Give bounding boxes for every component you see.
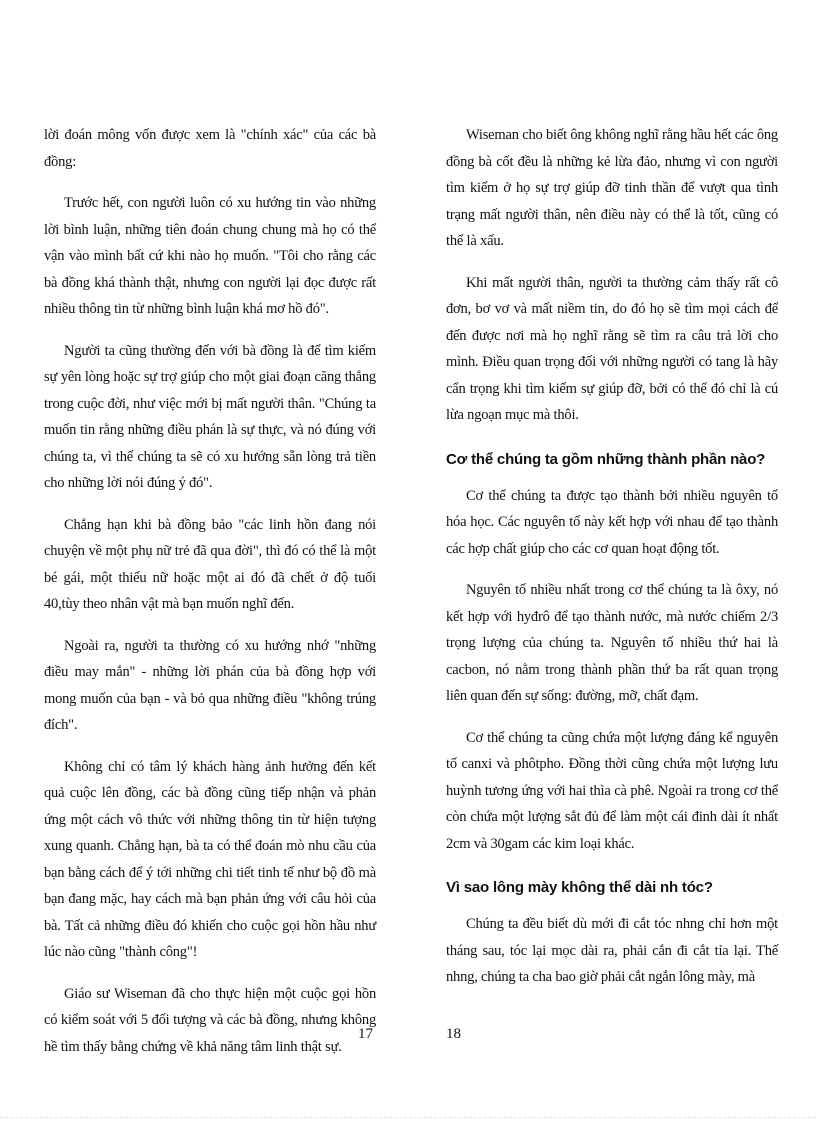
paragraph: Cơ thể chúng ta cũng chứa một lượng đáng kể nguyên tố canxi và phôtpho. Đồng thời cũng chứa một lượng lưu huỳnh tương ứng với hai thìa cà phê. Ngoài ra trong cơ thể còn chứa một lượng sắt đủ để làm một cái đinh dài ít nhất 2cm và 30gam các kim loại khác.	[446, 729, 778, 852]
page-number-right: 18	[446, 1026, 461, 1042]
paragraph: Không chỉ có tâm lý khách hàng ảnh hưởng đến kết quả cuộc lên đồng, các bà đồng cũng tiếp nhận và phản ứng một cách vô thức với những thông tin từ hiện tượng xung quanh. Chẳng hạn, bà ta có thể đoán mò nhu cầu của bạn bằng cách để ý tới những chi tiết tinh tế như bộ đồ mà bạn đang mặc, hay cách mà bạn phản ứng với câu hỏi của bà. Tất cả những điều đó khiến cho cuộc gọi hồn hầu như lúc nào cũng "thành công"!	[44, 758, 376, 960]
paragraph: Chẳng hạn khi bà đồng bảo "các linh hồn đang nói chuyện về một phụ nữ trẻ đã qua đời", thì đó có thể là một bé gái, một thiếu nữ hoặc một ai đó đã chết ở độ tuổi 40,tùy theo nhân vật mà bạn muốn nghĩ đến.	[44, 516, 376, 612]
paragraph: Wiseman cho biết ông không nghĩ rằng hầu hết các ông đồng bà cốt đều là những kẻ lừa đảo, nhưng vì con người tìm kiếm ở họ sự trợ giúp đỡ tinh thần để vượt qua tình trạng mất người thân, nên điều này có thể là tốt, cũng có thể là xấu.	[446, 127, 778, 249]
paragraph: Khi mất người thân, người ta thường cảm thấy rất cô đơn, bơ vơ và mất niềm tin, do đó họ sẽ tìm mọi cách để đến được nơi mà họ nghĩ rằng sẽ tìm ra câu trả lời cho mình. Điều quan trọng đối với những người có tang là hãy cẩn trọng khi tìm kiếm sự giúp đỡ, bởi có thể đó chỉ là cú lừa ngoạn mục mà thôi.	[446, 274, 778, 423]
paragraph: Cơ thể chúng ta được tạo thành bởi nhiều nguyên tố hóa học. Các nguyên tố này kết hợp với nhau để tạo thành các hợp chất giúp cho các cơ quan hoạt động tốt.	[446, 487, 778, 557]
left-page	[44, 122, 376, 1075]
paragraph: lời đoán mông vốn được xem là "chính xác" của các bà đồng:	[44, 127, 376, 170]
section-heading: Cơ thể chúng ta gồm những thành phần nào?	[446, 450, 766, 468]
footer-divider	[0, 1117, 816, 1118]
right-page	[446, 122, 778, 1006]
page-number-left: 17	[358, 1026, 373, 1042]
paragraph: Chúng ta đều biết dù mới đi cắt tóc nhng chỉ hơn một tháng sau, tóc lại mọc dài ra, phải cắn đi cắt tỉa lại. Thế nhng, chúng ta cha bao giờ phải cắt ngắn lông mày, mà	[446, 916, 778, 985]
paragraph: Trước hết, con người luôn có xu hướng tin vào những lời bình luận, những tiên đoán chung chung mà họ có thể vận vào mình bất cứ khi nào họ muốn. "Tôi cho rằng các bà đồng khá thành thật, nhưng con người lại đọc được rất nhiều thông tin từ những bình luận khá mơ hồ đó".	[44, 195, 376, 317]
paragraph: Ngoài ra, người ta thường có xu hướng nhớ "những điều may mắn" - những lời phán của bà đồng hợp với mong muốn của bạn - và bỏ qua những điều "không trúng đích".	[44, 637, 376, 733]
paragraph: Giáo sư Wiseman đã cho thực hiện một cuộc gọi hồn có kiểm soát với 5 đối tượng và các bà đồng, nhưng không hề tìm thấy bằng chứng về khả năng tâm linh thật sự.	[44, 985, 376, 1055]
paragraph: Người ta cũng thường đến với bà đồng là để tìm kiếm sự yên lòng hoặc sự trợ giúp cho một giai đoạn căng thẳng trong cuộc đời, như việc mới bị mất người thân. "Chúng ta muốn tin rằng những điều phán là sự thực, và nó đúng với chúng ta, vì thế chúng ta sẽ có xu hướng sẵn lòng trả tiền cho những lời nói đúng ý đó".	[44, 342, 376, 491]
section-heading: Vì sao lông mày không thể dài nh tóc?	[446, 879, 713, 896]
paragraph: Nguyên tố nhiều nhất trong cơ thể chúng ta là ôxy, nó kết hợp với hyđrô để tạo thành nước, mà nước chiếm 2/3 trọng lượng của chúng ta. Nguyên tố nhiều thứ hai là cacbon, nó nằm trong thành phần thứ ba rất quan trọng liên quan đến sự sống: đường, mỡ, chất đạm.	[446, 582, 778, 704]
